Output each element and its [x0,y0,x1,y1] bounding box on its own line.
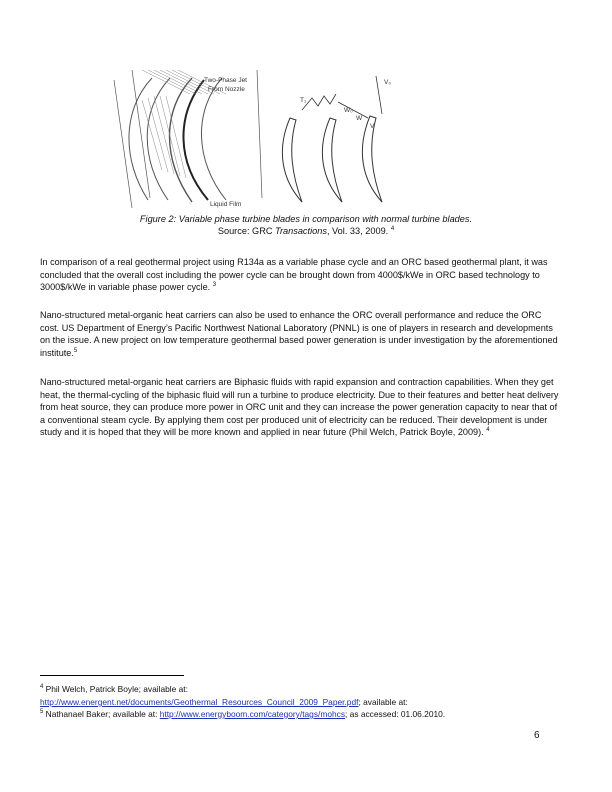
caption-ref: 4 [390,225,395,232]
caption-title: Figure 2: Variable phase turbine blades in comparison with normal turbine blades. [139,214,473,224]
footnote-4-link[interactable]: http://www.energent.net/documents/Geothermal_Resources_Council_2009_Paper.pdf [40,697,359,707]
ref-3: 3 [212,282,217,289]
footnote-5-link[interactable]: http://www.energyboom.com/category/tags/mohcs [159,709,346,719]
ref-5: 5 [73,347,78,354]
paragraph-biphasic-fluids: Nano-structured metal-organic heat carriers are Biphasic fluids with rapid expansion and contraction capabilities. When they get heat, the thermal-cycling of the biphasic fluid will run a turbine to produce electricity. Due to their features and better heat delivery from heat source, they can produce more power in ORC unit and they can increase the power generation capacity to near that of a conventional steam cycle. By applying them cost per produced unit of electricity can be reduced. Their development is under study and it is hoped that they will be more known and applied in near future (Phil Welch, Patrick Boyle, 2009). $^4$ [40,377,559,438]
ref-4: 4 [486,427,490,434]
label-two-phase-jet: Two-Phase Jet [204,77,247,84]
page-number: 6 [534,730,540,741]
paragraph-cost-comparison: In comparison of a real geothermal project using R134a as a variable phase cycle and an ORC based geothermal plant, it was concluded that the overall cost including the power cycle can be brought down from 4000$/kWe in ORC based technology to 3000$/kWe in variable phase power cycle. $^3$ [40,257,548,293]
figure-caption [60,213,552,237]
label-vector-1: T₁ [300,97,307,104]
paragraph-nano-carriers-pnnl: Nano-structured metal-organic heat carriers can also be used to enhance the ORC overall performance and reduce the ORC cost. US Department of Energy’s Pacific Northwest National Laboratory (PNNL) is one of players in research and developments on the issue. A new project on low temperature geothermal based power generation is under investigation by the aforementioned institute.$^5$ [40,310,558,358]
label-from-nozzle: From Nozzle [208,86,245,93]
label-liquid-film: Liquid Film [210,201,242,208]
footnote-4: $^4$ Phil Welch, Patrick Boyle; available at: [40,684,188,694]
variable-phase-blade-drawing [112,70,272,212]
label-vector-3: V₀ [384,79,392,86]
footnote-5: $^5$ Nathanael Baker; available at: http://www.energyboom.com/category/tags/mohcs; as accessed: 01.06.2010. [40,709,446,719]
footnote-4-link-line: http://www.energent.net/documents/Geothermal_Resources_Council_2009_Paper.pdf; available at: [40,697,408,707]
label-vector-2: W₀ [344,107,353,114]
label-vector-4: W [356,115,363,122]
normal-blade-drawing [272,70,412,212]
caption-source: Source: GRC Transactions, Vol. 33, 2009. $^4$ [217,225,395,236]
figure-turbine-blades [0,70,612,212]
footnote-divider [40,675,184,676]
label-vector-5: V [370,123,375,130]
